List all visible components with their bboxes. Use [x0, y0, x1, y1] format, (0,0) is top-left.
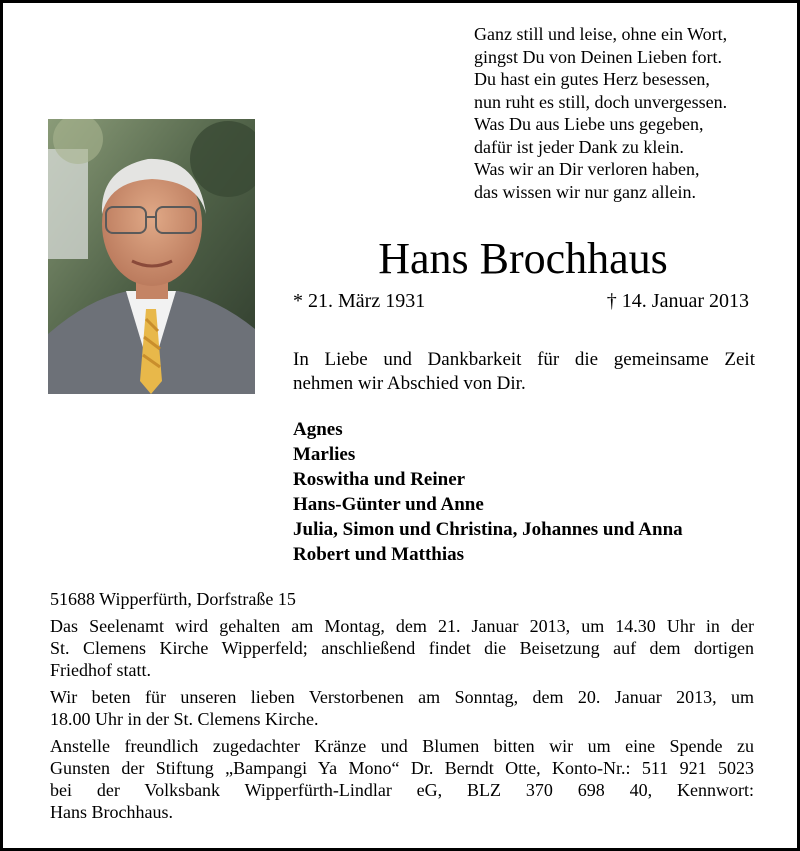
family-address: 51688 Wipperfürth, Dorfstraße 15 — [50, 589, 296, 609]
poem-line: gingst Du von Deinen Lieben fort. — [474, 46, 722, 67]
prayer-paragraph — [50, 686, 754, 730]
text-line: Anstelle freundlich zugedachter Kränze und Blumen bitten wir um eine Spende zu — [50, 736, 754, 756]
farewell-text — [293, 348, 755, 396]
mourners-list — [293, 417, 683, 567]
text-line: Gunsten der Stiftung „Bampangi Ya Mono“ Dr. Berndt Otte, Konto-Nr.: 511 921 5023 — [50, 758, 754, 778]
farewell-line: nehmen wir Abschied von Dir. — [293, 373, 526, 394]
poem-line: dafür ist jeder Dank zu klein. — [474, 136, 684, 157]
text-line: 18.00 Uhr in der St. Clemens Kirche. — [50, 709, 319, 729]
farewell-line: In Liebe und Dankbarkeit für die gemeinsame Zeit — [293, 349, 755, 370]
portrait-illustration — [48, 119, 255, 394]
text-line: Das Seelenamt wird gehalten am Montag, dem 21. Januar 2013, um 14.30 Uhr in der — [50, 616, 754, 636]
poem-line: Was Du aus Liebe uns gegeben, — [474, 114, 704, 134]
requiem-paragraph — [50, 615, 754, 681]
poem-line: Du hast ein gutes Herz besessen, — [474, 69, 710, 89]
mourner-name: Agnes — [293, 419, 343, 440]
text-line: Wir beten für unseren lieben Verstorbenen am Sonntag, dem 20. Januar 2013, um — [50, 687, 754, 707]
portrait-photo — [48, 119, 255, 394]
mourner-name: Julia, Simon und Christina, Johannes und Anna — [293, 519, 683, 540]
mourner-name: Hans-Günter und Anne — [293, 494, 484, 515]
donation-paragraph — [50, 735, 754, 823]
mourner-name: Marlies — [293, 444, 356, 465]
deceased-name: Hans Brochhaus — [378, 234, 668, 283]
mourner-name: Robert und Matthias — [293, 544, 465, 565]
poem-line: nun ruht es still, doch unvergessen. — [474, 91, 728, 112]
service-details — [50, 588, 754, 823]
memorial-poem — [474, 23, 794, 203]
text-line: Friedhof statt. — [50, 660, 151, 680]
poem-line: das wissen wir nur ganz allein. — [474, 181, 696, 202]
poem-line: Ganz still und leise, ohne ein Wort, — [474, 24, 728, 44]
text-line: St. Clemens Kirche Wipperfeld; anschließend findet die Beisetzung auf dem dortigen — [50, 638, 754, 658]
death-date: † 14. Januar 2013 — [606, 290, 749, 312]
text-line: bei der Volksbank Wipperfürth-Lindlar eG, BLZ 370 698 40, Kennwort: — [50, 780, 754, 800]
birth-date: * 21. März 1931 — [293, 290, 426, 312]
text-line: Hans Brochhaus. — [50, 802, 173, 822]
poem-line: Was wir an Dir verloren haben, — [474, 159, 700, 179]
mourner-name: Roswitha und Reiner — [293, 469, 466, 490]
